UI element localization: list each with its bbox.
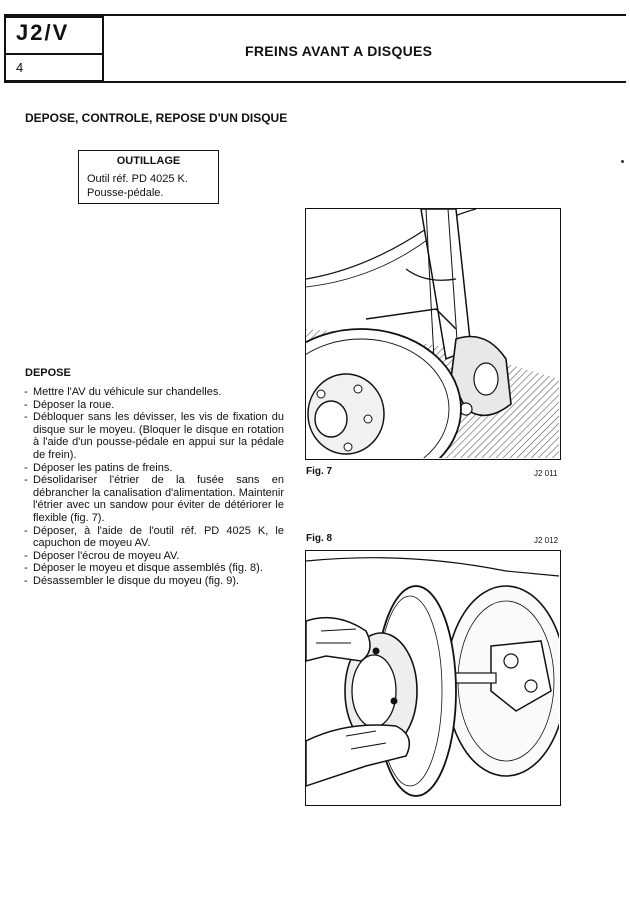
figure-7-ref: J2 011 xyxy=(534,469,558,478)
depose-steps-list xyxy=(24,386,284,588)
depose-step: - Déposer l'écrou de moyeu AV. xyxy=(24,550,284,563)
depose-heading: DEPOSE xyxy=(25,367,71,379)
tooling-line: Outil réf. PD 4025 K. xyxy=(87,173,188,185)
depose-step: - Déposer la roue. xyxy=(24,399,284,412)
depose-step: - Désassembler le disque du moyeu (fig. 9). xyxy=(24,575,284,588)
figure-8-frame xyxy=(305,550,561,806)
figure-8-label: Fig. 8 xyxy=(306,533,333,544)
depose-step: - Désolidariser l'étrier de la fusée sans en débrancher la canalisation d'alimentation. Maintenir l'étrier avec un sandow pour éviter de détériorer le flexible (fig. 7). xyxy=(24,474,284,524)
document-title: FREINS AVANT A DISQUES xyxy=(245,43,433,59)
margin-mark xyxy=(621,160,624,163)
document-code-box xyxy=(4,16,104,82)
depose-step: - Déposer, à l'aide de l'outil réf. PD 4025 K, le capuchon de moyeu AV. xyxy=(24,525,284,550)
depose-step: - Débloquer sans les dévisser, les vis de fixation du disque sur le moyeu. (Bloquer le disque en rotation à l'aide d'un pousse-pédale en appui sur la pédale de frein). xyxy=(24,411,284,461)
depose-step: - Déposer le moyeu et disque assemblés (fig. 8). xyxy=(24,562,284,575)
tooling-line: Pousse-pédale. xyxy=(87,187,164,199)
figure-7-frame xyxy=(305,208,561,460)
figure-8-ref: J2 012 xyxy=(534,536,559,545)
section-title: DEPOSE, CONTROLE, REPOSE D'UN DISQUE xyxy=(25,111,288,125)
page-number: 4 xyxy=(16,60,24,75)
tooling-heading: OUTILLAGE xyxy=(116,155,181,167)
strut-caliper-illustration xyxy=(306,209,559,458)
depose-step: - Mettre l'AV du véhicule sur chandelles. xyxy=(24,386,284,399)
document-code: J2/V xyxy=(16,20,70,45)
figure-7-label: Fig. 7 xyxy=(306,466,333,477)
depose-step: - Déposer les patins de freins. xyxy=(24,462,284,475)
code-box-divider xyxy=(6,53,102,55)
hub-disc-removal-illustration xyxy=(306,551,559,804)
tooling-box xyxy=(78,150,219,204)
